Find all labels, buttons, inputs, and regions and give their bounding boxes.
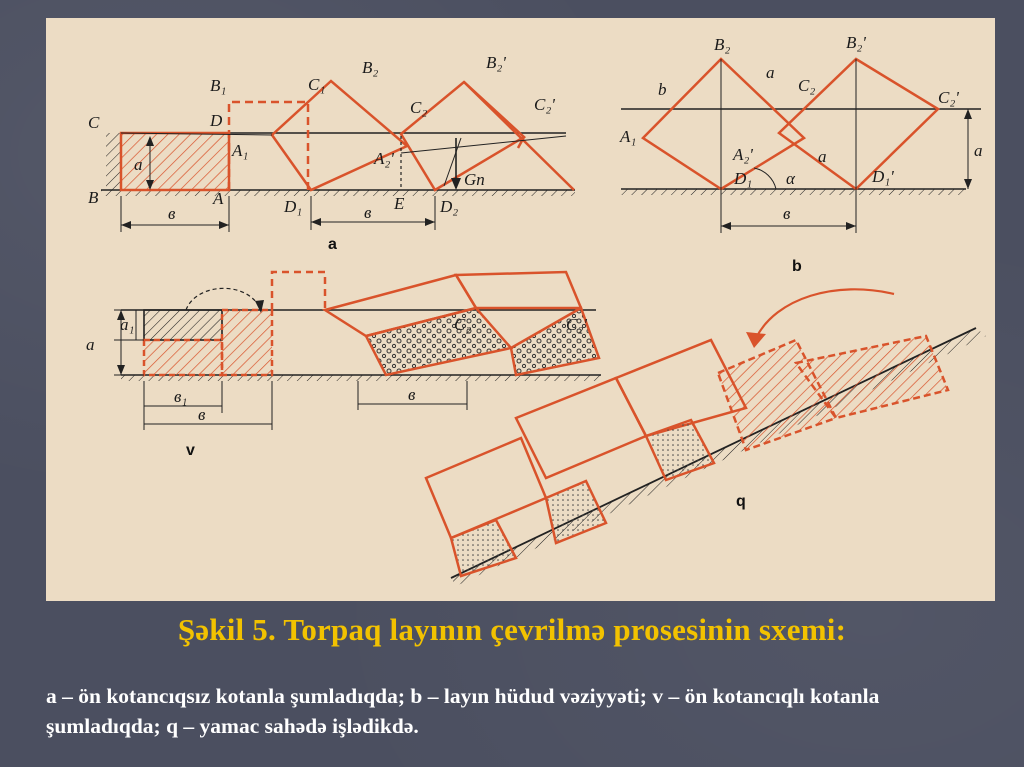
label-b-C2p: C₂' xyxy=(938,88,959,107)
label-b-B2: B₂ xyxy=(714,35,731,54)
panel-label-v: v xyxy=(186,442,195,459)
panel-label-a: a xyxy=(328,236,337,253)
label-D2: D₂ xyxy=(440,197,459,216)
label-b-D1p: D₁' xyxy=(872,167,894,186)
diagram-a xyxy=(88,53,575,253)
label-v-C2p: C₂' xyxy=(566,315,587,334)
label-Gn: Gn xyxy=(464,170,485,189)
panel-label-b: b xyxy=(792,258,802,275)
label-b-a2: a xyxy=(818,147,827,166)
furrow-wall-hatch xyxy=(106,133,121,191)
label-b: в xyxy=(168,204,176,223)
label-A1: A₁ xyxy=(232,141,249,160)
label-v-bmid: в xyxy=(408,385,416,404)
label-a: a xyxy=(134,155,143,174)
label-v-b: в xyxy=(198,405,206,424)
diagram-q xyxy=(426,289,986,586)
panel-label-q: q xyxy=(736,493,746,510)
label-D: D xyxy=(210,111,223,130)
figure-panel xyxy=(46,18,995,601)
label-D1: D₁ xyxy=(284,197,303,216)
label-B2: B₂ xyxy=(362,58,379,77)
label-b-a1: a xyxy=(766,63,775,82)
label-E: E xyxy=(394,194,405,213)
label-C2: C₂ xyxy=(410,98,428,117)
label-C1: C₁ xyxy=(308,75,326,94)
label-b-C2: C₂ xyxy=(798,76,816,95)
skimmer-slice xyxy=(144,310,222,340)
label-b-A1: A₁ xyxy=(620,127,637,146)
figure-caption-title: Şəkil 5. Torpaq layının çevrilmə prosesinin sxemi: xyxy=(177,612,847,647)
label-v-a1: a₁ xyxy=(120,315,135,334)
soil-block-rotated-1 xyxy=(272,81,407,190)
label-A2p: A₂' xyxy=(374,149,394,168)
label-v-a: a xyxy=(86,335,95,354)
label-b-B2p: B₂' xyxy=(846,33,866,52)
label-B: B xyxy=(88,188,99,207)
soil-block-limit-1 xyxy=(643,59,804,189)
label-v-C2: C₂ xyxy=(454,315,472,334)
label-C: C xyxy=(88,113,100,132)
soil-turning-diagram xyxy=(46,18,995,601)
label-b-A2p: A₂' xyxy=(733,145,753,164)
label-b-D1: D₁ xyxy=(734,169,753,188)
label-b-mid: в xyxy=(364,203,372,222)
label-v-b1: в₁ xyxy=(174,387,188,406)
label-A: A xyxy=(213,189,224,208)
label-B1: B₁ xyxy=(210,76,227,95)
figure-caption-text: a – ön kotancıqsız kotanla şumladıqda; b – layın hüdud vəziyyəti; v – ön kotancıqlı kotanla şumladıqda; q – yamac sahədə işlədikdə. xyxy=(46,684,880,738)
label-C2p: C₂' xyxy=(534,95,555,114)
diagram-b xyxy=(619,33,983,275)
label-b-alpha: α xyxy=(786,169,795,188)
label-b-b: b xyxy=(658,80,667,99)
label-b-a3: a xyxy=(974,141,983,160)
label-B2p: B₂' xyxy=(486,53,506,72)
label-b-bw: в xyxy=(783,204,791,223)
